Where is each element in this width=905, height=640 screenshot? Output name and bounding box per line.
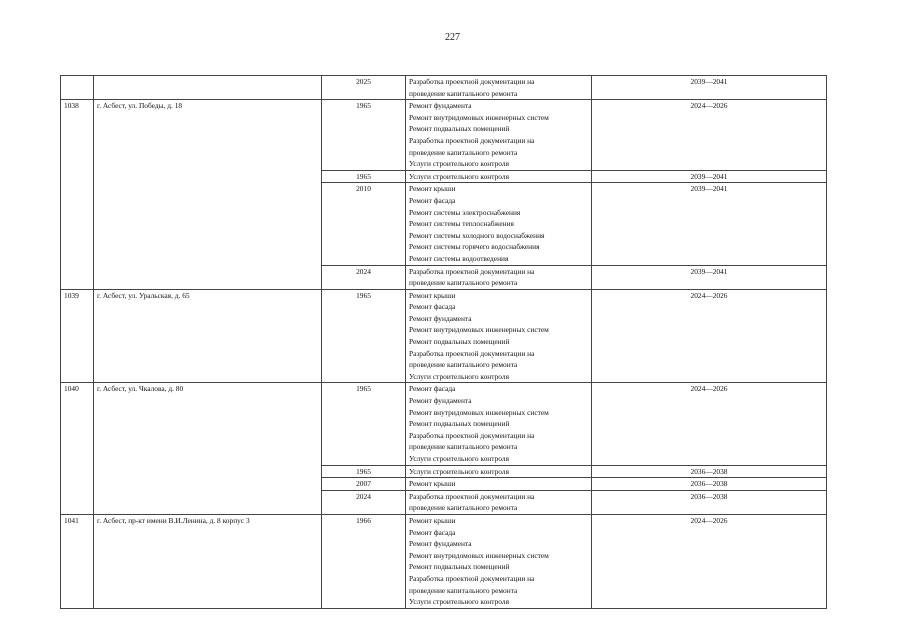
period-cell: 2024—2026 [592, 514, 827, 608]
year-cell: 2007 [322, 478, 406, 491]
house-number-cell [61, 76, 94, 100]
year-cell: 1965 [322, 383, 406, 465]
work-item: Ремонт подвальных помещений [409, 337, 510, 347]
work-item: проведение капитального ремонта [409, 442, 518, 452]
house-number-cell: 1040 [61, 383, 94, 515]
work-item: проведение капитального ремонта [409, 503, 518, 513]
page-number: 227 [445, 32, 460, 43]
year-cell: 1965 [322, 289, 406, 383]
work-item: проведение капитального ремонта [409, 585, 518, 595]
work-item: Ремонт фасада [409, 302, 456, 312]
work-item: Услуги строительного контроля [409, 597, 509, 607]
period-cell: 2036—2038 [592, 490, 827, 514]
work-item: Разработка проектной документации на [409, 491, 535, 501]
period-cell: 2024—2026 [592, 289, 827, 383]
work-item: Ремонт системы горячего водоснабжения [409, 242, 540, 252]
works-cell [406, 383, 592, 465]
works-cell [406, 490, 592, 514]
work-item: Разработка проектной документации на [409, 573, 535, 583]
work-item: Разработка проектной документации на [409, 430, 535, 440]
works-cell [406, 265, 592, 289]
work-item: Ремонт внутридомовых инженерных систем [409, 112, 549, 122]
works-cell [406, 183, 592, 265]
work-item: Ремонт подвальных помещений [409, 562, 510, 572]
address-cell: г. Асбест, ул. Уральская, д. 65 [94, 289, 322, 383]
work-item: Ремонт системы теплоснабжения [409, 219, 514, 229]
works-cell [406, 76, 592, 100]
work-item: Ремонт подвальных помещений [409, 124, 510, 134]
works-cell [406, 465, 592, 478]
work-item: Ремонт подвальных помещений [409, 419, 510, 429]
work-item: Ремонт крыши [409, 290, 456, 300]
period-cell: 2036—2038 [592, 465, 827, 478]
address-cell: г. Асбест, ул. Чкалова, д. 80 [94, 383, 322, 515]
year-cell: 2024 [322, 490, 406, 514]
works-cell [406, 100, 592, 171]
work-item: Услуги строительного контроля [409, 454, 509, 463]
works-cell [406, 514, 592, 608]
work-item: Ремонт внутридомовых инженерных систем [409, 550, 549, 560]
work-item: Ремонт фасада [409, 384, 456, 394]
year-cell: 1965 [322, 465, 406, 478]
period-cell: 2024—2026 [592, 100, 827, 171]
work-item: Услуги строительного контроля [409, 159, 509, 169]
table-row [61, 100, 827, 171]
work-item: Ремонт фундамента [409, 396, 472, 406]
house-number-cell: 1038 [61, 100, 94, 290]
work-item: Ремонт фундамента [409, 101, 472, 111]
address-cell: г. Асбест, ул. Победы, д. 18 [94, 100, 322, 290]
period-cell: 2039—2041 [592, 183, 827, 265]
work-item: проведение капитального ремонта [409, 360, 518, 370]
year-cell: 1966 [322, 514, 406, 608]
year-cell: 1965 [322, 100, 406, 171]
work-item: Ремонт крыши [409, 515, 456, 525]
work-item: Разработка проектной документации на [409, 77, 535, 86]
works-cell [406, 170, 592, 183]
work-item: Услуги строительного контроля [409, 171, 509, 181]
work-item: проведение капитального ремонта [409, 88, 518, 98]
work-item: Ремонт системы электроснабжения [409, 207, 521, 217]
table-row [61, 289, 827, 383]
work-item: Ремонт крыши [409, 184, 456, 194]
period-cell: 2039—2041 [592, 265, 827, 289]
period-cell: 2039—2041 [592, 76, 827, 100]
table-row [61, 76, 827, 100]
work-item: Разработка проектной документации на [409, 266, 535, 276]
work-item: Ремонт фасада [409, 527, 456, 537]
works-cell [406, 289, 592, 383]
work-item: Ремонт системы водоотведения [409, 253, 509, 263]
work-item: Ремонт фундамента [409, 313, 472, 323]
table-row [61, 383, 827, 465]
year-cell: 2024 [322, 265, 406, 289]
work-item: Разработка проектной документации на [409, 348, 535, 358]
work-item: Ремонт внутридомовых инженерных систем [409, 407, 549, 417]
work-item: Услуги строительного контроля [409, 466, 509, 476]
table-body [61, 76, 827, 609]
work-item: Услуги строительного контроля [409, 371, 509, 381]
house-number-cell: 1039 [61, 289, 94, 383]
period-cell: 2039—2041 [592, 170, 827, 183]
work-item: Ремонт внутридомовых инженерных систем [409, 325, 549, 335]
work-item: проведение капитального ремонта [409, 147, 518, 157]
table-row [61, 514, 827, 608]
work-item: проведение капитального ремонта [409, 278, 518, 288]
work-item: Ремонт фундамента [409, 539, 472, 549]
capital-repair-table [60, 75, 827, 609]
address-cell: г. Асбест, пр-кт имени В.И.Ленина, д. 8 корпус 3 [94, 514, 322, 608]
work-item: Ремонт крыши [409, 479, 456, 489]
house-number-cell: 1041 [61, 514, 94, 608]
work-item: Ремонт системы холодного водоснабжения [409, 230, 545, 240]
works-cell [406, 478, 592, 491]
period-cell: 2036—2038 [592, 478, 827, 491]
address-cell [94, 76, 322, 100]
year-cell: 1965 [322, 170, 406, 183]
period-cell: 2024—2026 [592, 383, 827, 465]
work-item: Ремонт фасада [409, 195, 456, 205]
work-item: Разработка проектной документации на [409, 135, 535, 145]
year-cell: 2025 [322, 76, 406, 100]
year-cell: 2010 [322, 183, 406, 265]
